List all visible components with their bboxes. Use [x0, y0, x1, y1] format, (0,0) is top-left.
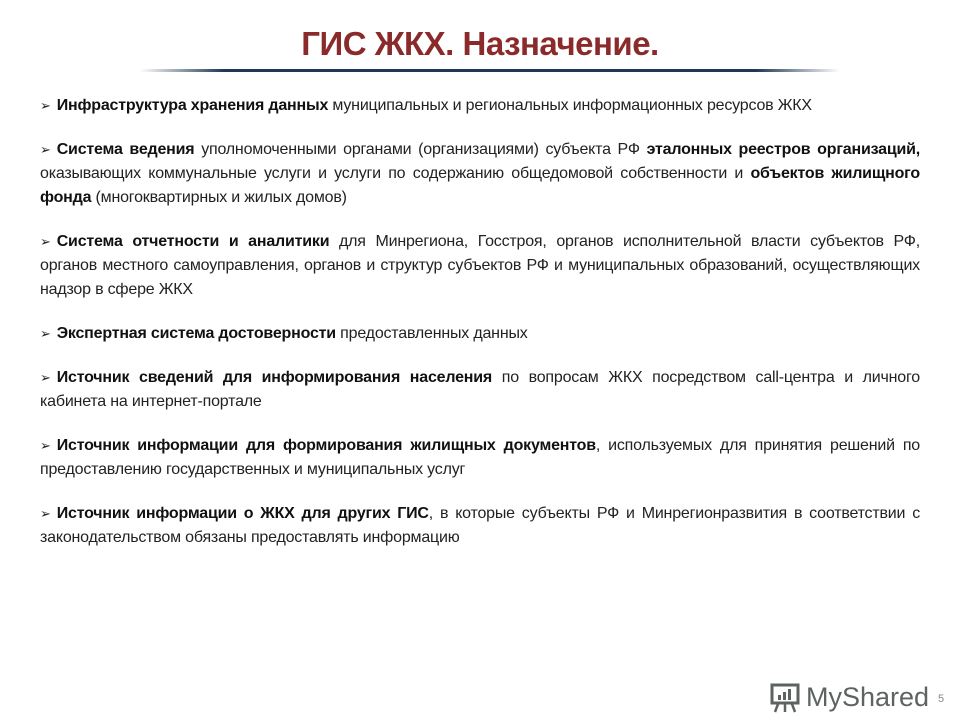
presentation-board-icon — [768, 680, 802, 714]
bullet-text: (многоквартирных и жилых домов) — [91, 189, 347, 206]
bullet-item — [40, 434, 920, 482]
bullet-text: оказывающих коммунальные услуги и услуги по содержанию общедомовой собственности и — [40, 165, 751, 182]
bullet-text: , в которые субъекты РФ и Минрегионразвития в соответствии с законодательством обязаны предоставлять информацию — [40, 505, 920, 546]
slide-title: ГИС ЖКХ. Назначение. — [301, 25, 659, 62]
bullet-bold-text: Система ведения — [56, 141, 195, 158]
bullet-item — [40, 366, 920, 414]
bullet-item — [40, 322, 920, 346]
bullet-text: по вопросам ЖКХ посредством call-центра и личного кабинета на интернет-портале — [40, 369, 920, 410]
watermark-logo — [768, 680, 929, 714]
bullet-text: уполномоченными органами (организациями) субъекта РФ — [194, 141, 647, 158]
bullet-text: предоставленных данных — [335, 325, 528, 342]
title-divider — [140, 69, 840, 72]
bullet-bold-text: Система отчетности и аналитики — [56, 233, 330, 250]
bullet-text: для Минрегиона, Госстроя, органов исполнительной власти субъектов РФ, органов местного самоуправления, органов и структур субъектов РФ и муниципальных образований, осуществляющих надзор в сфере ЖКХ — [40, 233, 920, 298]
arrow-bullet-icon: ➢ — [40, 234, 51, 249]
watermark-text: MyShared — [806, 682, 930, 712]
bullet-bold-text: Инфраструктура хранения данных — [56, 97, 329, 114]
arrow-bullet-icon: ➢ — [40, 370, 51, 385]
bullet-item — [40, 502, 920, 550]
bullet-bold-text: Источник сведений для информирования населения — [56, 369, 493, 386]
bullet-bold-text: Источник информации для формирования жилищных документов — [56, 437, 596, 454]
bullet-bold-text: Экспертная система достоверности — [56, 325, 336, 342]
bullet-item — [40, 94, 920, 118]
arrow-bullet-icon: ➢ — [40, 438, 51, 453]
arrow-bullet-icon: ➢ — [40, 98, 51, 113]
bullet-item — [40, 138, 920, 210]
page-number: 5 — [938, 693, 945, 705]
bullet-bold-text: объектов жилищного фонда — [40, 165, 920, 206]
arrow-bullet-icon: ➢ — [40, 326, 51, 341]
bullet-bold-text: эталонных реестров организаций, — [646, 141, 920, 158]
bullet-item — [40, 230, 920, 302]
arrow-bullet-icon: ➢ — [40, 142, 51, 157]
bullet-text: муниципальных и региональных информационных ресурсов ЖКХ — [328, 97, 812, 114]
bullet-text: , используемых для принятия решений по предоставлению государственных и муниципальных услуг — [40, 437, 921, 478]
bullet-list — [40, 94, 920, 570]
bullet-bold-text: Источник информации о ЖКХ для других ГИС — [56, 505, 429, 522]
arrow-bullet-icon: ➢ — [40, 506, 51, 521]
